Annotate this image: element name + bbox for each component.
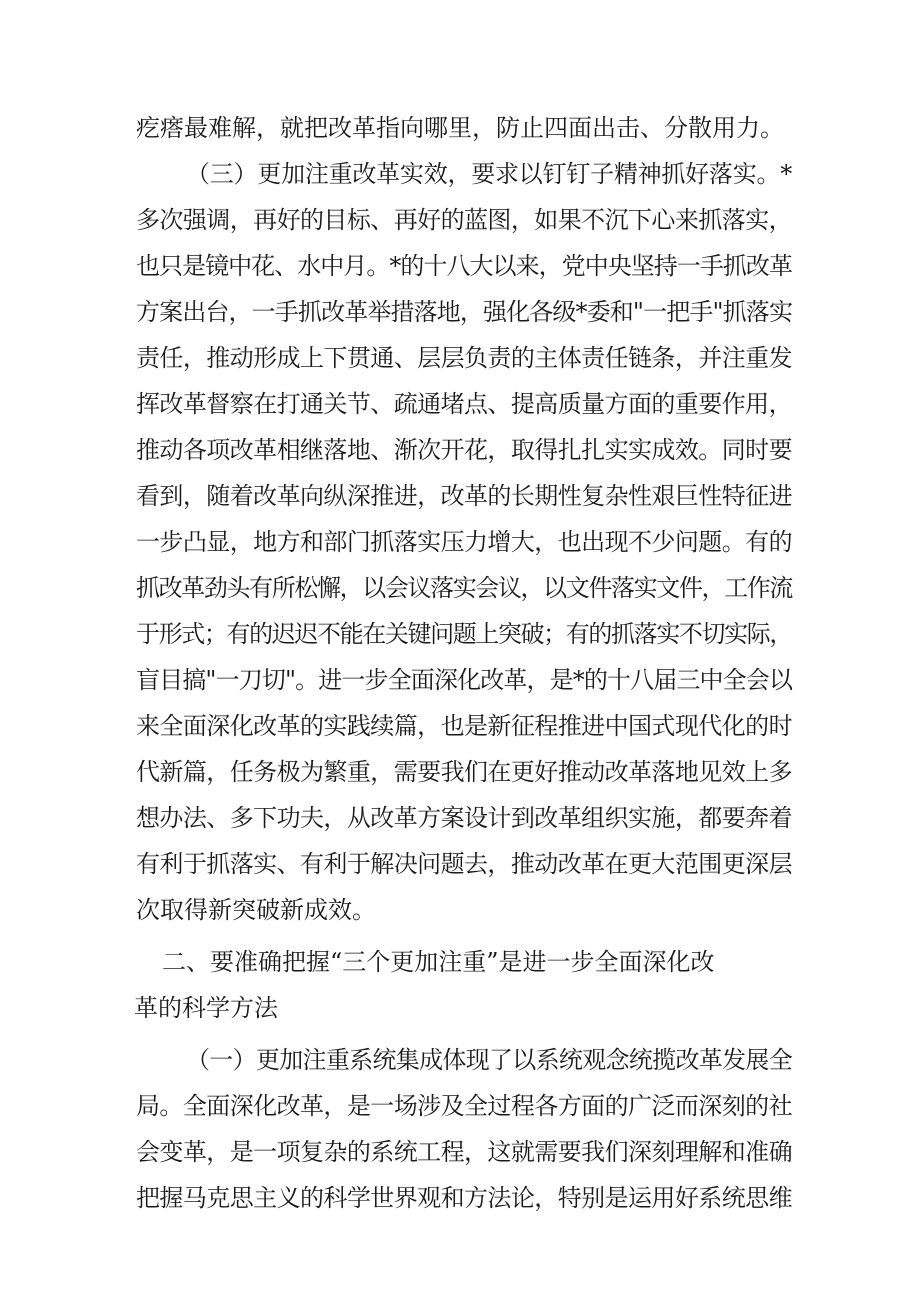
text-line: 于形式；有的迟迟不能在关键问题上突破；有的抓落实不切实际， — [136, 620, 792, 648]
section-heading: 二、要准确把握“三个更加注重”是进一步全面深化改 — [162, 948, 715, 976]
text-line: （一）更加注重系统集成体现了以系统观念统揽改革发展全 — [186, 1046, 792, 1074]
text-line: 次取得新突破新成效。 — [136, 896, 376, 924]
text-line: 责任，推动形成上下贯通、层层负责的主体责任链条，并注重发 — [136, 344, 792, 372]
text-line: （三）更加注重改革实效，要求以钉钉子精神抓好落实。* — [186, 160, 792, 188]
text-line: 疙瘩最难解，就把改革指向哪里，防止四面出击、分散用力。 — [136, 114, 784, 142]
text-line: 多次强调，再好的目标、再好的蓝图，如果不沉下心来抓落实， — [136, 206, 792, 234]
text-line: 会变革，是一项复杂的系统工程，这就需要我们深刻理解和准确 — [136, 1138, 792, 1166]
section-heading-continued: 革的科学方法 — [134, 994, 278, 1022]
text-line: 也只是镜中花、水中月。*的十八大以来，党中央坚持一手抓改革 — [136, 252, 792, 280]
text-line: 来全面深化改革的实践续篇，也是新征程推进中国式现代化的时 — [136, 712, 792, 740]
text-line: 把握马克思主义的科学世界观和方法论，特别是运用好系统思维 — [136, 1184, 792, 1212]
text-line: 方案出台，一手抓改革举措落地，强化各级*委和"一把手"抓落实 — [136, 298, 793, 326]
text-line: 挥改革督察在打通关节、疏通堵点、提高质量方面的重要作用， — [136, 390, 792, 418]
text-line: 有利于抓落实、有利于解决问题去，推动改革在更大范围更深层 — [136, 850, 792, 878]
text-line: 一步凸显，地方和部门抓落实压力增大，也出现不少问题。有的 — [136, 528, 792, 556]
text-line: 抓改革劲头有所松懈，以会议落实会议，以文件落实文件，工作流 — [136, 574, 792, 602]
text-line: 推动各项改革相继落地、渐次开花，取得扎扎实实成效。同时要 — [136, 436, 792, 464]
text-line: 局。全面深化改革，是一场涉及全过程各方面的广泛而深刻的社 — [136, 1092, 792, 1120]
text-line: 盲目搞"一刀切"。进一步全面深化改革，是*的十八届三中全会以 — [136, 666, 793, 694]
text-line: 想办法、多下功夫，从改革方案设计到改革组织实施，都要奔着 — [136, 804, 792, 832]
text-line: 代新篇，任务极为繁重，需要我们在更好推动改革落地见效上多 — [136, 758, 792, 786]
text-line: 看到，随着改革向纵深推进，改革的长期性复杂性艰巨性特征进 — [136, 482, 792, 510]
